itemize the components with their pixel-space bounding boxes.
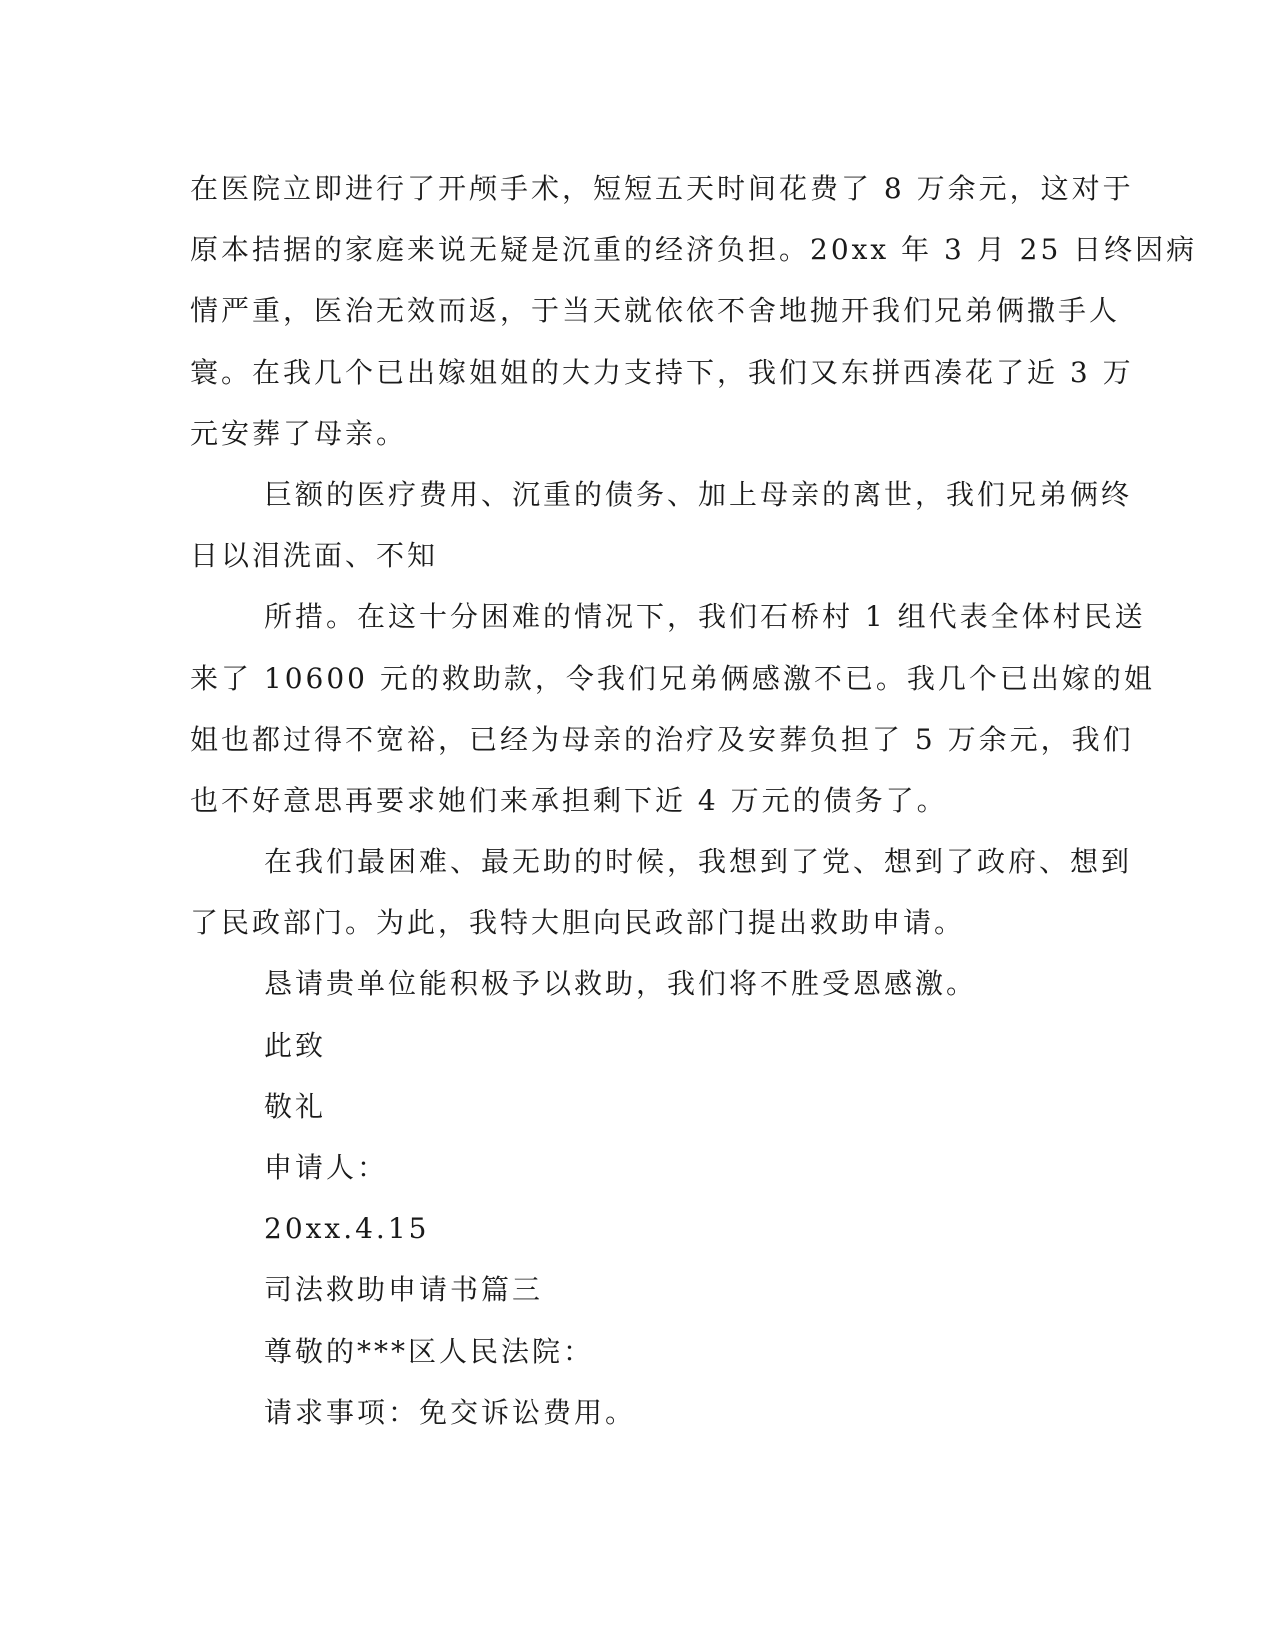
paragraph-start-line: 巨额的医疗费用、沉重的债务、加上母亲的离世，我们兄弟俩终 xyxy=(264,477,1133,511)
body-line: 情严重，医治无效而返，于当天就依依不舍地抛开我们兄弟俩撒手人 xyxy=(190,294,1121,328)
body-line: 原本拮据的家庭来说无疑是沉重的经济负担。20xx 年 3 月 25 日终因病 xyxy=(190,233,1198,267)
body-line: 了民政部门。为此，我特大胆向民政部门提出救助申请。 xyxy=(190,906,966,940)
closing-regards: 敬礼 xyxy=(264,1089,327,1123)
signature-date: 20xx.4.15 xyxy=(264,1212,430,1246)
section-heading: 司法救助申请书篇三 xyxy=(264,1273,544,1307)
body-line: 寰。在我几个已出嫁姐姐的大力支持下，我们又东拼西凑花了近 3 万 xyxy=(190,355,1134,389)
body-line: 姐也都过得不宽裕，已经为母亲的治疗及安葬负担了 5 万余元，我们 xyxy=(190,722,1134,756)
request-items-line: 请求事项：免交诉讼费用。 xyxy=(264,1395,637,1429)
body-line: 在医院立即进行了开颅手术，短短五天时间花费了 8 万余元，这对于 xyxy=(190,172,1134,205)
applicant-label: 申请人： xyxy=(264,1151,389,1184)
addressee-line: 尊敬的***区人民法院： xyxy=(264,1334,595,1368)
body-line: 元安葬了母亲。 xyxy=(190,416,408,450)
paragraph-start-line: 恳请贵单位能积极予以救助，我们将不胜受恩感激。 xyxy=(264,967,978,1001)
closing-salutation: 此致 xyxy=(264,1028,327,1062)
body-line: 来了 10600 元的救助款，令我们兄弟俩感激不已。我几个已出嫁的姐 xyxy=(190,661,1155,695)
paragraph-start-line: 在我们最困难、最无助的时候，我想到了党、想到了政府、想到 xyxy=(264,845,1133,879)
document-body xyxy=(190,158,1198,1443)
body-line: 日以泪洗面、不知 xyxy=(190,539,439,573)
paragraph-start-line: 所措。在这十分困难的情况下，我们石桥村 1 组代表全体村民送 xyxy=(264,600,1146,634)
body-line: 也不好意思再要求她们来承担剩下近 4 万元的债务了。 xyxy=(190,783,948,817)
